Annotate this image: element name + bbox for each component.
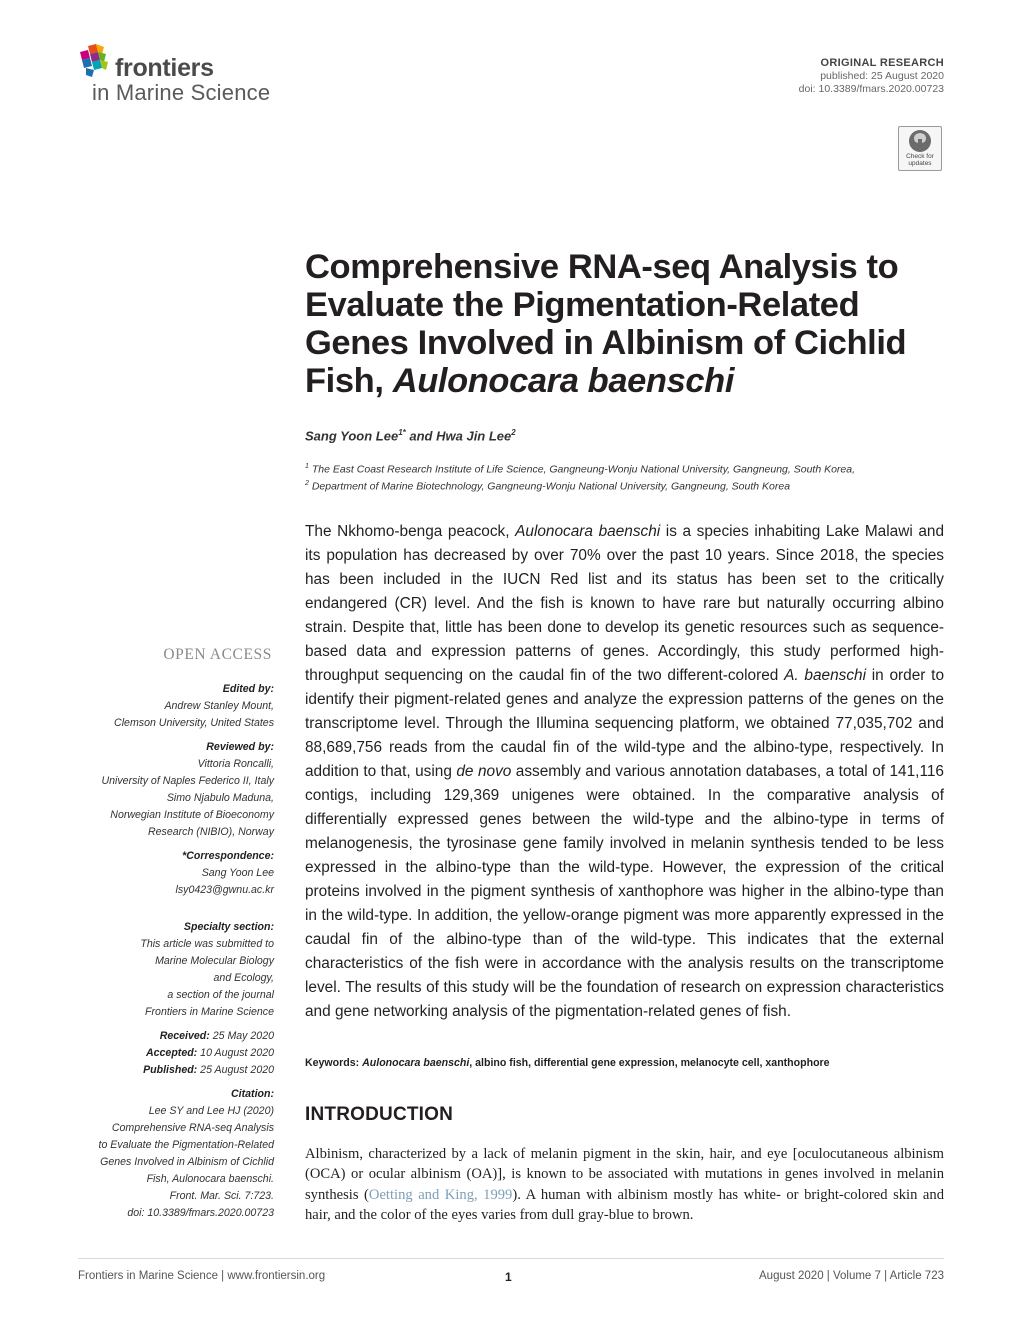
citation-doi[interactable]: doi: 10.3389/fmars.2020.00723 <box>127 1207 274 1219</box>
reviewer-1-name[interactable]: Vittoria Roncalli, <box>197 758 274 770</box>
published-date: published: 25 August 2020 <box>820 70 944 82</box>
title-main: Comprehensive RNA-seq Analysis to Evaluate the Pigmentation-Related Genes Involved in Albinism of Cichlid Fish, <box>305 248 907 400</box>
bookmark-icon <box>909 130 931 152</box>
journal-name-primary: frontiers <box>115 54 214 82</box>
citation-block: Citation: Lee SY and Lee HJ (2020) Comprehensive RNA-seq Analysis to Evaluate the Pigmentation-Related Genes Involved in Albinism of Cichlid Fish, Aulonocara baenschi. Front. Mar. Sci. 7:723. doi: 10.3389/fmars.2020.00723 <box>34 1086 274 1222</box>
correspondence-block: *Correspondence: Sang Yoon Lee lsy0423@gwnu.ac.kr <box>34 848 274 899</box>
journal-logo[interactable] <box>78 44 308 104</box>
author-1[interactable]: Sang Yoon Lee <box>305 428 399 444</box>
author-joiner: and <box>409 428 433 444</box>
article-type: ORIGINAL RESEARCH <box>820 57 944 69</box>
correspondence-email[interactable]: lsy0423@gwnu.ac.kr <box>175 884 274 896</box>
citation-link[interactable]: Oetting and King, 1999 <box>368 1186 513 1203</box>
affiliation-2: $^2$ Department of Marine Biotechnology, Gangneung-Wonju National University, Gangneung, South Korea <box>305 480 791 493</box>
footer-divider <box>78 1258 944 1259</box>
abstract-species-short: A. baenschi <box>784 667 866 684</box>
introduction-text: Albinism, characterized by a lack of melanin pigment in the skin, hair, and eye [oculocutaneous albinism (OCA) or ocular albinism (OA)], is known to be associated with mutations in genes involved in melanin synthesis (Oetting and King, 1999). A human with albinism mostly has white- or bright-colored skin and hair, and the color of the eyes varies from dull gray-blue to brown. <box>305 1146 944 1223</box>
affiliation-1: $^1$ The East Coast Research Institute of Life Science, Gangneung-Wonju National University, Gangneung, South Korea, <box>305 463 856 476</box>
footer-journal-link[interactable]: Frontiers in Marine Science | www.frontiersin.org <box>78 1270 326 1282</box>
keywords: Keywords: Aulonocara baenschi, albino fish, differential gene expression, melanocyte cell, xanthophore <box>305 1057 830 1069</box>
article-title <box>305 248 955 400</box>
frontiers-logo-icon <box>78 44 110 78</box>
article-meta <box>799 57 944 96</box>
editor-name[interactable]: Andrew Stanley Mount, <box>164 700 274 712</box>
section-heading-introduction: INTRODUCTION <box>305 1104 454 1125</box>
reviewed-by-block: Reviewed by: Vittoria Roncalli, University of Naples Federico II, Italy Simo Njabulo Maduna, Norwegian Institute of Bioeconomy Research (NIBIO), Norway <box>34 739 274 841</box>
article-doi[interactable]: doi: 10.3389/fmars.2020.00723 <box>798 83 944 95</box>
check-for-updates-badge[interactable] <box>898 126 942 171</box>
abstract-species: Aulonocara baenschi <box>515 523 661 540</box>
author-2[interactable]: Hwa Jin Lee <box>436 428 512 444</box>
keywords-label: Keywords: <box>305 1057 360 1069</box>
author-2-sup: 2 <box>511 428 516 437</box>
reviewer-2-name[interactable]: Simo Njabulo Maduna, <box>166 792 274 804</box>
specialty-section-block: Specialty section: This article was submitted to Marine Molecular Biology and Ecology, a section of the journal Frontiers in Marine Science <box>140 921 274 1018</box>
title-species: Aulonocara baenschi <box>392 362 735 400</box>
open-access-label: OPEN ACCESS <box>163 646 272 663</box>
abstract: The Nkhomo-benga peacock, Aulonocara baenschi is a species inhabiting Lake Malawi and its population has decreased by over 70% over the past 10 years. Since 2018, the species has been included in the IUCN Red list and its status has been set to the critically endangered (CR) level. And the fish is known to have rare but naturally occurring albino strain. Despite that, little has been done to develop its genetic resources such as sequence-based data and expression patterns of genes. Accordingly, this study performed high-throughput sequencing on the caudal fin of the two different-colored A. baenschi in order to identify their pigment-related genes and analyze the expression patterns of the genes on the transcriptome level. Through the Illumina sequencing platform, we obtained 77,035,702 and 88,689,756 reads from the caudal fin of the wild-type and the albino-type, respectively. In addition to that, using de novo assembly and various annotation databases, a total of 141,116 contigs, including 129,369 unigenes were obtained. In the comparative analysis of differentially expressed genes between the wild-type and the albino-type in terms of melanogenesis, the tyrosinase gene family involved in melanin synthesis tended to be less expressed in the albino-type than the wild-type. However, the expression of the critical proteins involved in the pigment synthesis of xanthophore was higher in the albino-type than in the wild-type. In addition, the yellow-orange pigment was more apparently expressed in the caudal fin of the albino-type than of the wild-type. This indicates that the external characteristics of the fish were in accordance with the analysis results on the transcriptome level. The results of this study will be the foundation of research on expression characteristics and gene networking analysis of the pigmentation-related genes of fish. <box>305 523 945 1020</box>
author-list <box>305 428 516 443</box>
author-1-sup: 1* <box>398 428 406 437</box>
footer-volume-info: August 2020 | Volume 7 | Article 723 <box>759 1270 944 1282</box>
page-number: 1 <box>505 1270 512 1284</box>
edited-by-block: Edited by: Andrew Stanley Mount, Clemson University, United States <box>34 681 274 732</box>
dates-block: Received: 25 May 2020 Accepted: 10 August 2020 Published: 25 August 2020 <box>143 1030 274 1076</box>
check-for-updates-label: Check for updates <box>906 153 934 167</box>
journal-name-secondary: in Marine Science <box>92 80 271 105</box>
